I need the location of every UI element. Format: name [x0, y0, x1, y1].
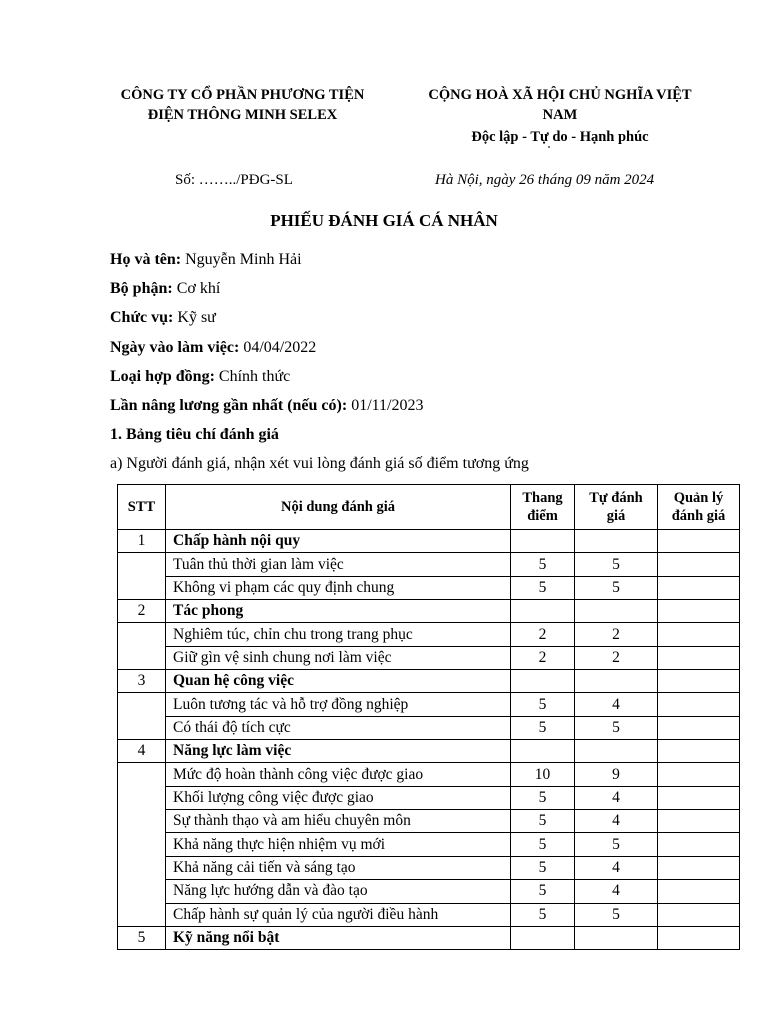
criterion-text: Không vi phạm các quy định chung [166, 576, 511, 599]
group-self-cell [575, 530, 658, 553]
group-self-cell [575, 670, 658, 693]
criterion-manager-score[interactable] [658, 903, 740, 926]
field-label: Lần nâng lương gần nhất (nếu có): [110, 397, 348, 414]
company-name-line1: CÔNG TY CỔ PHẦN PHƯƠNG TIỆN [120, 87, 365, 103]
group-manager-cell [658, 670, 740, 693]
table-row [118, 623, 740, 646]
field-label: Chức vụ: [110, 309, 174, 326]
table-row [118, 693, 740, 716]
group-self-cell [575, 600, 658, 623]
field-label: Ngày vào làm việc: [110, 339, 240, 356]
header-manager-line2: đánh giá [671, 508, 726, 524]
criterion-manager-score[interactable] [658, 693, 740, 716]
table-row [118, 763, 740, 786]
criterion-scale: 5 [511, 553, 575, 576]
table-group-row [118, 670, 740, 693]
item-stt-cell [118, 553, 166, 600]
company-name-line2: ĐIỆN THÔNG MINH SELEX [147, 107, 338, 123]
item-stt-cell [118, 763, 166, 926]
document-title: PHIẾU ĐÁNH GIÁ CÁ NHÂN [270, 211, 498, 230]
criterion-self-score: 4 [575, 880, 658, 903]
item-stt-cell [118, 623, 166, 670]
criterion-text: Luôn tương tác và hỗ trợ đồng nghiệp [166, 693, 511, 716]
table-group-row [118, 926, 740, 949]
header-stt: STT [118, 485, 166, 530]
field-contract-type [110, 367, 290, 387]
criterion-text: Sự thành thạo và am hiểu chuyên môn [166, 810, 511, 833]
criterion-self-score: 4 [575, 693, 658, 716]
header-self-line1: Tự đánh [589, 490, 643, 506]
table-row [118, 646, 740, 669]
criterion-text: Có thái độ tích cực [166, 716, 511, 739]
field-value: 04/04/2022 [239, 339, 317, 356]
group-number: 5 [118, 926, 166, 949]
table-body [118, 530, 740, 950]
group-manager-cell [658, 740, 740, 763]
criterion-text: Tuân thủ thời gian làm việc [166, 553, 511, 576]
criterion-self-score: 5 [575, 833, 658, 856]
criterion-manager-score[interactable] [658, 810, 740, 833]
criterion-self-score: 2 [575, 623, 658, 646]
group-scale-cell [511, 670, 575, 693]
criterion-self-score: 4 [575, 856, 658, 879]
criterion-scale: 5 [511, 880, 575, 903]
header-scale [511, 485, 575, 530]
criterion-manager-score[interactable] [658, 856, 740, 879]
national-heading-line1: CỘNG HOÀ XÃ HỘI CHỦ NGHĨA VIỆT [428, 87, 692, 103]
criterion-text: Khả năng thực hiện nhiệm vụ mới [166, 833, 511, 856]
header-scale-line2: điểm [527, 508, 558, 524]
criterion-scale: 10 [511, 763, 575, 786]
criterion-text: Nghiêm túc, chỉn chu trong trang phục [166, 623, 511, 646]
group-scale-cell [511, 530, 575, 553]
group-title: Tác phong [166, 600, 511, 623]
national-motto: Độc lập - Tự do - Hạnh phúc [471, 129, 649, 145]
document-number: Số: ……../PĐG-SL [175, 172, 293, 188]
criterion-manager-score[interactable] [658, 880, 740, 903]
field-value: Nguyễn Minh Hải [181, 251, 302, 268]
field-value: Kỹ sư [173, 309, 216, 326]
criterion-manager-score[interactable] [658, 786, 740, 809]
table-group-row [118, 530, 740, 553]
field-full-name [110, 250, 302, 270]
field-value: Chính thức [214, 368, 291, 385]
table-row [118, 810, 740, 833]
group-number: 1 [118, 530, 166, 553]
criterion-self-score: 4 [575, 786, 658, 809]
criterion-self-score: 5 [575, 903, 658, 926]
group-scale-cell [511, 740, 575, 763]
header-self-score [575, 485, 658, 530]
group-self-cell [575, 740, 658, 763]
table-row [118, 553, 740, 576]
section-instruction: a) Người đánh giá, nhận xét vui lòng đánh giá số điểm tương ứng [110, 455, 529, 472]
field-value: 01/11/2023 [347, 397, 424, 414]
criterion-scale: 5 [511, 716, 575, 739]
table-row [118, 833, 740, 856]
criterion-scale: 5 [511, 576, 575, 599]
criterion-self-score: 5 [575, 716, 658, 739]
criterion-scale: 2 [511, 646, 575, 669]
field-last-raise [110, 396, 423, 416]
criterion-self-score: 4 [575, 810, 658, 833]
motto-underline-mark [548, 146, 550, 148]
criterion-self-score: 9 [575, 763, 658, 786]
table-row [118, 576, 740, 599]
group-self-cell [575, 926, 658, 949]
header-manager-score [658, 485, 740, 530]
field-position [110, 308, 216, 328]
table-row [118, 880, 740, 903]
table-group-row [118, 600, 740, 623]
criterion-scale: 5 [511, 786, 575, 809]
evaluation-table [117, 484, 740, 950]
criterion-manager-score[interactable] [658, 833, 740, 856]
national-heading [405, 85, 715, 147]
criterion-manager-score[interactable] [658, 623, 740, 646]
group-number: 2 [118, 600, 166, 623]
table-group-row [118, 740, 740, 763]
criterion-scale: 5 [511, 693, 575, 716]
table-row [118, 716, 740, 739]
field-start-date [110, 338, 316, 358]
field-label: Họ và tên: [110, 251, 182, 268]
table-header-row [118, 485, 740, 530]
criterion-scale: 5 [511, 903, 575, 926]
group-title: Năng lực làm việc [166, 740, 511, 763]
header-manager-line1: Quản lý [673, 490, 724, 506]
group-scale-cell [511, 600, 575, 623]
table-row [118, 856, 740, 879]
criterion-text: Mức độ hoàn thành công việc được giao [166, 763, 511, 786]
criterion-scale: 2 [511, 623, 575, 646]
section-heading: 1. Bảng tiêu chí đánh giá [110, 426, 279, 443]
criterion-text: Khả năng cải tiến và sáng tạo [166, 856, 511, 879]
item-stt-cell [118, 693, 166, 740]
field-label: Loại hợp đồng: [110, 368, 215, 385]
place-and-date: Hà Nội, ngày 26 tháng 09 năm 2024 [435, 172, 655, 188]
group-manager-cell [658, 926, 740, 949]
group-scale-cell [511, 926, 575, 949]
group-manager-cell [658, 600, 740, 623]
criterion-self-score: 2 [575, 646, 658, 669]
group-manager-cell [658, 530, 740, 553]
criterion-manager-score[interactable] [658, 763, 740, 786]
company-name [100, 85, 385, 125]
group-title: Chấp hành nội quy [166, 530, 511, 553]
criterion-manager-score[interactable] [658, 576, 740, 599]
group-number: 4 [118, 740, 166, 763]
criterion-manager-score[interactable] [658, 646, 740, 669]
national-heading-line2: NAM [542, 107, 578, 123]
criterion-manager-score[interactable] [658, 716, 740, 739]
criterion-text: Năng lực hướng dẫn và đào tạo [166, 880, 511, 903]
criterion-scale: 5 [511, 810, 575, 833]
criterion-scale: 5 [511, 833, 575, 856]
table-row [118, 903, 740, 926]
field-label: Bộ phận: [110, 280, 173, 297]
criterion-scale: 5 [511, 856, 575, 879]
group-title: Quan hệ công việc [166, 670, 511, 693]
group-title: Kỹ năng nổi bật [166, 926, 511, 949]
header-content: Nội dung đánh giá [166, 485, 511, 530]
field-department [110, 279, 220, 299]
header-scale-line1: Thang [522, 490, 563, 506]
criterion-self-score: 5 [575, 576, 658, 599]
header-self-line2: giá [606, 508, 626, 524]
criterion-self-score: 5 [575, 553, 658, 576]
field-value: Cơ khí [172, 280, 221, 297]
criterion-text: Khối lượng công việc được giao [166, 786, 511, 809]
table-row [118, 786, 740, 809]
criterion-text: Giữ gìn vệ sinh chung nơi làm việc [166, 646, 511, 669]
criterion-text: Chấp hành sự quản lý của người điều hành [166, 903, 511, 926]
group-number: 3 [118, 670, 166, 693]
criterion-manager-score[interactable] [658, 553, 740, 576]
